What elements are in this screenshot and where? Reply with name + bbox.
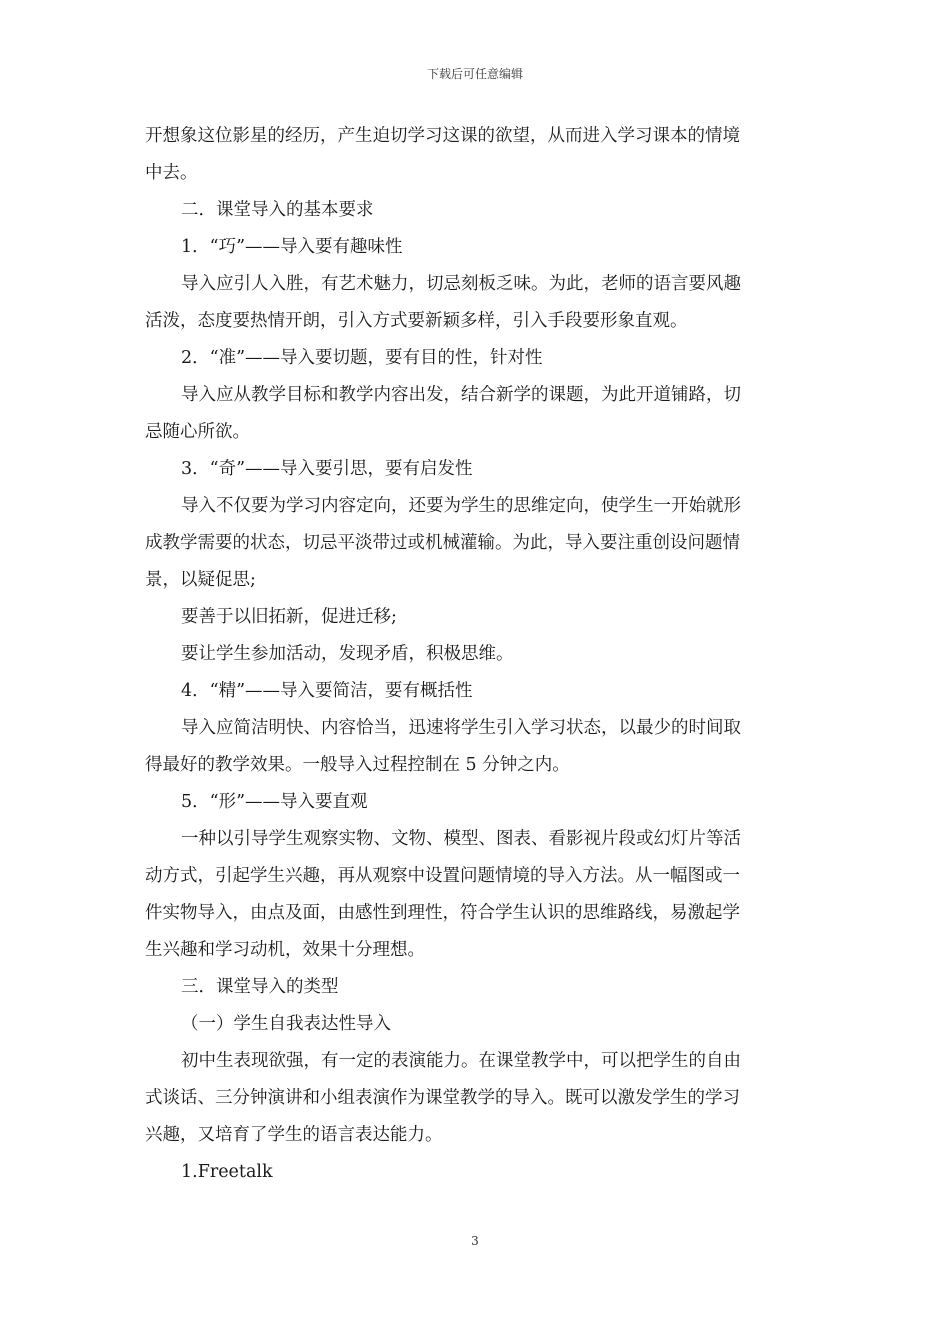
text-line: 中去。 xyxy=(145,163,198,183)
text-line: 开想象这位影星的经历，产生迫切学习这课的欲望，从而进入学习课本的情境 xyxy=(145,126,740,146)
text-line: 活泼，态度要热情开朗，引入方式要新颖多样，引入手段要形象直观。 xyxy=(145,311,688,331)
text-line: 要让学生参加活动，发现矛盾，积极思维。 xyxy=(181,644,514,664)
document-body xyxy=(145,118,809,1191)
section-heading: 二．课堂导入的基本要求 xyxy=(181,200,374,220)
text-line: 生兴趣和学习动机，效果十分理想。 xyxy=(145,940,425,960)
text-line: 兴趣，又培育了学生的语言表达能力。 xyxy=(145,1125,443,1145)
subsection-heading: （一）学生自我表达性导入 xyxy=(181,1014,391,1034)
text-line: 一种以引导学生观察实物、文物、模型、图表、看影视片段或幻灯片等活 xyxy=(181,829,741,849)
subsection-heading: 1．“巧”——导入要有趣味性 xyxy=(181,237,403,257)
text-line: 景，以疑促思; xyxy=(145,570,256,590)
text-line: 导入应简洁明快、内容恰当，迅速将学生引入学习状态，以最少的时间取 xyxy=(181,718,741,738)
subsection-heading: 1.Freetalk xyxy=(181,1162,273,1182)
text-line: 式谈话、三分钟演讲和小组表演作为课堂教学的导入。既可以激发学生的学习 xyxy=(145,1088,740,1108)
text-line: 导入不仅要为学习内容定向，还要为学生的思维定向，使学生一开始就形 xyxy=(181,496,741,516)
text-line: 忌随心所欲。 xyxy=(145,422,250,442)
text-line: 要善于以旧拓新，促进迁移; xyxy=(181,607,397,627)
text-line: 得最好的教学效果。一般导入过程控制在 5 分钟之内。 xyxy=(145,755,570,775)
subsection-heading: 3．“奇”——导入要引思，要有启发性 xyxy=(181,459,473,479)
text-line: 导入应引人入胜，有艺术魅力，切忌刻板乏味。为此，老师的语言要风趣 xyxy=(181,274,741,294)
text-line: 件实物导入，由点及面，由感性到理性，符合学生认识的思维路线，易激起学 xyxy=(145,903,740,923)
subsection-heading: 5．“形”——导入要直观 xyxy=(181,792,368,812)
subsection-heading: 2．“准”——导入要切题，要有目的性，针对性 xyxy=(181,348,543,368)
text-line: 动方式，引起学生兴趣，再从观察中设置问题情境的导入方法。从一幅图或一 xyxy=(145,866,740,886)
page-number: 3 xyxy=(471,1234,479,1248)
page-header: 下载后可任意编辑 xyxy=(426,67,523,81)
text-line: 导入应从教学目标和教学内容出发，结合新学的课题，为此开道铺路，切 xyxy=(181,385,741,405)
text-line: 成教学需要的状态，切忌平淡带过或机械灌输。为此，导入要注重创设问题情 xyxy=(145,533,740,553)
section-heading: 三．课堂导入的类型 xyxy=(181,977,339,997)
subsection-heading: 4．“精”——导入要简洁，要有概括性 xyxy=(181,681,473,701)
text-line: 初中生表现欲强，有一定的表演能力。在课堂教学中，可以把学生的自由 xyxy=(181,1051,741,1071)
